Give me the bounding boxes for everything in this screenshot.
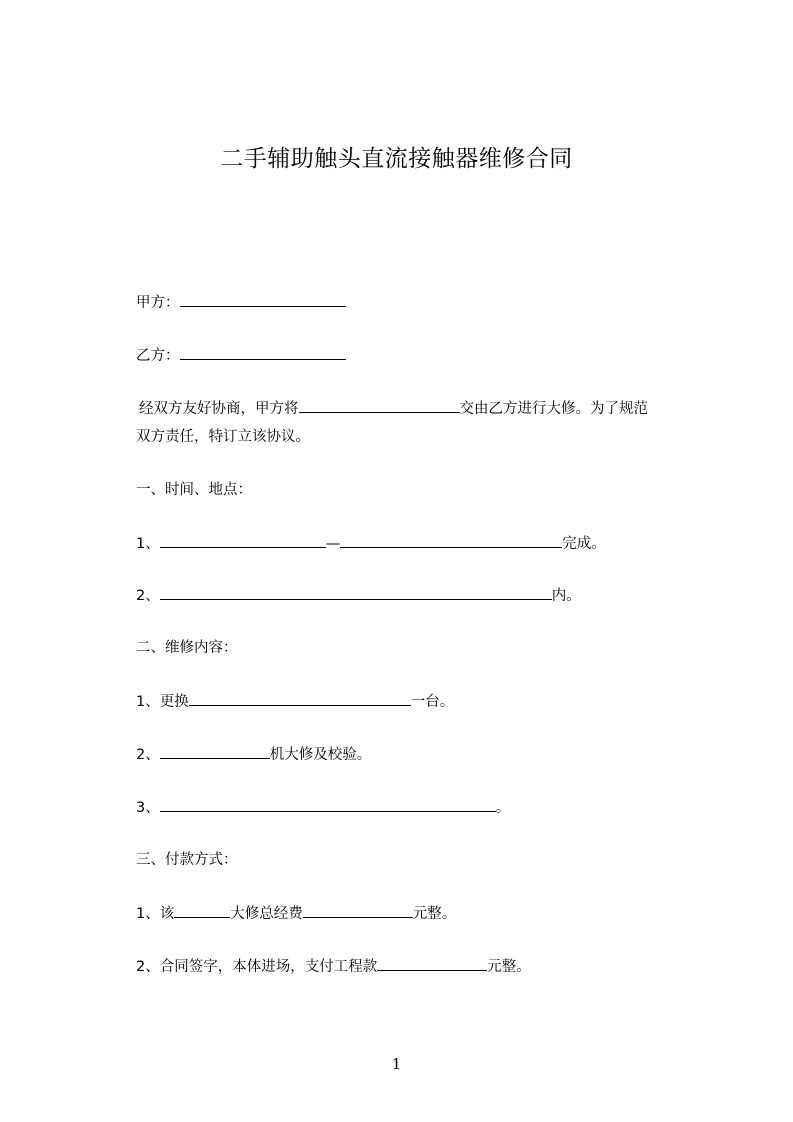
party-a-label: 甲方： (136, 295, 180, 311)
item-suffix: 一台。 (410, 694, 455, 710)
item-prefix: 2、合同签字，本体进场，支付工程款 (136, 959, 378, 975)
section-2-item-3 (136, 797, 510, 818)
section-2-heading: 二、维修内容： (136, 640, 238, 656)
party-a-line (136, 292, 346, 313)
item-prefix: 1、该 (136, 906, 175, 922)
section-1-item-1 (136, 533, 606, 554)
dash: — (325, 536, 341, 552)
party-b-label: 乙方： (136, 348, 180, 364)
item-suffix: 内。 (551, 588, 581, 604)
item-prefix: 1、更换 (136, 694, 189, 710)
item-suffix: 完成。 (562, 536, 606, 552)
intro-text-before: 经双方友好协商，甲方将 (139, 401, 299, 417)
document-title: 二手辅助触头直流接触器维修合同 (220, 146, 573, 172)
party-b-blank[interactable] (180, 345, 346, 360)
item-number: 2、 (136, 588, 160, 604)
machine-blank[interactable] (160, 744, 270, 759)
intro-item-blank[interactable] (299, 398, 460, 413)
section-3-item-2 (136, 956, 531, 977)
location-blank[interactable] (160, 585, 552, 600)
item-suffix: 元整。 (487, 959, 531, 975)
item-middle: 大修总经费 (230, 906, 303, 922)
section-1-item-2 (136, 585, 581, 606)
end-time-blank[interactable] (340, 533, 562, 548)
intro-paragraph (136, 395, 716, 451)
section-3-item-1 (136, 903, 456, 924)
other-content-blank[interactable] (160, 797, 496, 812)
party-b-line (136, 345, 346, 366)
subject-blank[interactable] (174, 903, 230, 918)
total-cost-blank[interactable] (303, 903, 413, 918)
payment-amount-blank[interactable] (377, 956, 487, 971)
intro-text-after: 交由乙方进行大修。为了规范 (459, 401, 648, 417)
item-number: 2、 (136, 747, 160, 763)
section-1-heading: 一、时间、地点： (136, 482, 252, 498)
item-suffix: 机大修及校验。 (269, 747, 372, 763)
section-3-heading: 三、付款方式： (136, 852, 238, 868)
section-2-item-2 (136, 744, 371, 765)
page-number: 1 (391, 1055, 402, 1073)
replace-part-blank[interactable] (189, 691, 411, 706)
intro-line-1 (136, 395, 716, 423)
section-2-item-1 (136, 691, 454, 712)
party-a-blank[interactable] (180, 292, 346, 307)
start-time-blank[interactable] (160, 533, 326, 548)
intro-line-2: 双方责任，特订立该协议。 (136, 429, 310, 445)
item-number: 1、 (136, 536, 160, 552)
item-suffix: 元整。 (412, 906, 457, 922)
item-suffix: 。 (495, 800, 511, 816)
item-number: 3、 (136, 800, 160, 816)
